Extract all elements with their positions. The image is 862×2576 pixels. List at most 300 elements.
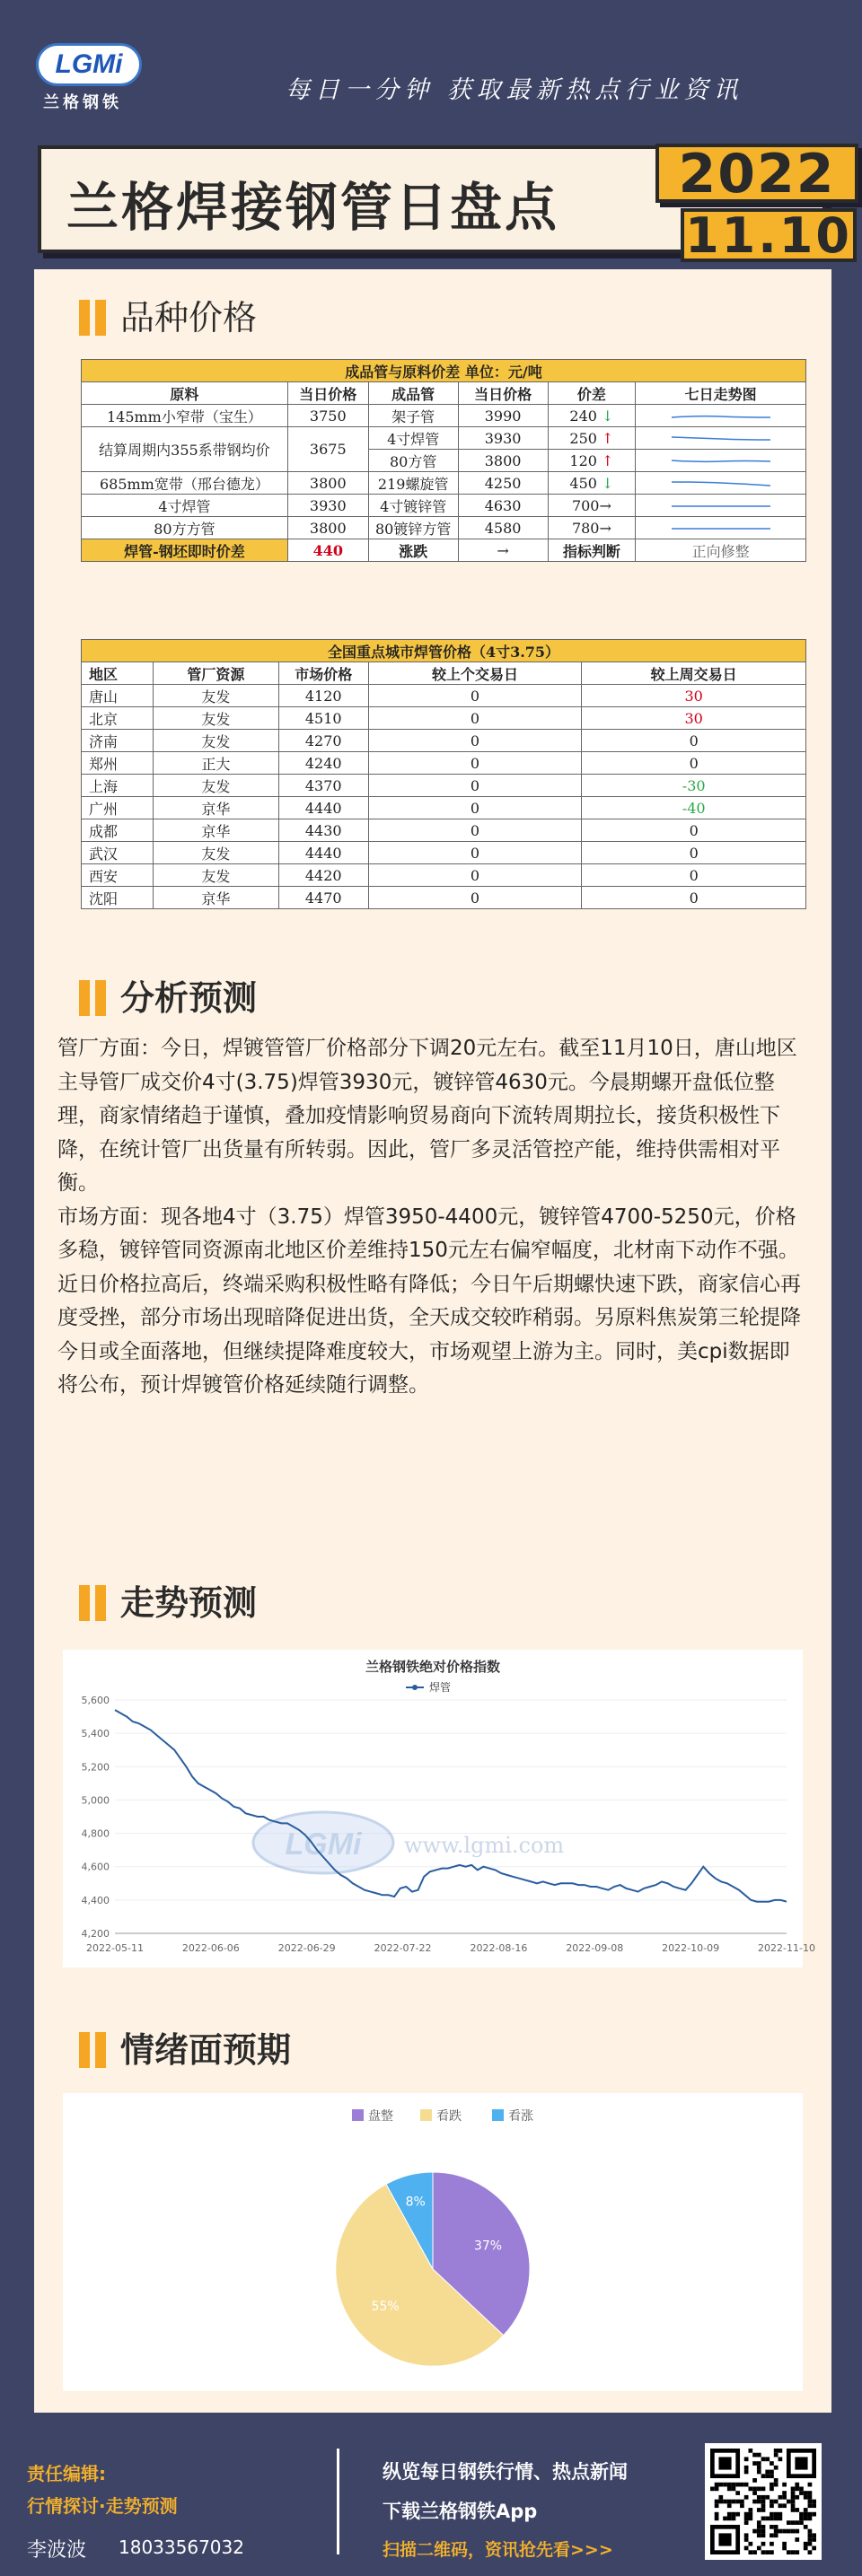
qr-module bbox=[757, 2466, 761, 2470]
col-header: 七日走势图 bbox=[636, 382, 806, 405]
change-value: → bbox=[458, 539, 548, 562]
qr-module bbox=[752, 2529, 757, 2534]
pie-label: 37% bbox=[473, 2239, 503, 2254]
spread-value: 700 bbox=[571, 496, 600, 514]
qr-module bbox=[732, 2517, 736, 2521]
qr-module bbox=[791, 2529, 796, 2534]
qr-module bbox=[808, 2550, 813, 2554]
editor-name: 李波波 bbox=[27, 2539, 87, 2562]
qr-module bbox=[812, 2503, 816, 2508]
qr-module bbox=[761, 2457, 766, 2461]
year-badge: 2022 bbox=[655, 144, 858, 203]
raw-price: 3750 bbox=[287, 405, 368, 427]
sparkline-cell bbox=[636, 450, 806, 472]
qr-module bbox=[761, 2525, 766, 2529]
mill-name: 京华 bbox=[153, 819, 278, 842]
qr-module bbox=[744, 2512, 749, 2517]
qr-module bbox=[782, 2546, 787, 2551]
qr-module bbox=[774, 2478, 778, 2483]
qr-module bbox=[770, 2474, 774, 2478]
qr-module bbox=[778, 2503, 783, 2508]
qr-module bbox=[723, 2500, 727, 2504]
col-header: 当日价格 bbox=[287, 382, 368, 405]
section-title: 分析预测 bbox=[120, 978, 258, 1018]
qr-module bbox=[791, 2550, 796, 2554]
table-row bbox=[82, 472, 806, 495]
market-price: 4240 bbox=[278, 752, 368, 775]
qr-module bbox=[804, 2491, 808, 2495]
city-price-table bbox=[81, 639, 806, 909]
qr-module bbox=[718, 2500, 723, 2504]
line-chart-svg bbox=[63, 1650, 815, 1967]
qr-module bbox=[799, 2486, 804, 2491]
qr-module bbox=[804, 2517, 808, 2521]
table-row bbox=[82, 427, 806, 450]
raw-price: 3800 bbox=[287, 472, 368, 495]
x-tick-label: 2022-10-09 bbox=[662, 1942, 720, 1954]
qr-module bbox=[770, 2500, 774, 2504]
qr-module bbox=[787, 2520, 791, 2525]
qr-module bbox=[761, 2533, 766, 2537]
indicator-value: 正向修整 bbox=[636, 539, 806, 562]
promo-line: 下载兰格钢铁App bbox=[383, 2501, 538, 2522]
legend-marker bbox=[412, 1685, 418, 1690]
market-price: 4430 bbox=[278, 819, 368, 842]
qr-module bbox=[774, 2483, 778, 2487]
promo-cta[interactable]: 扫描二维码，资讯抢先看>>> bbox=[383, 2540, 613, 2560]
qr-module bbox=[744, 2520, 749, 2525]
legend-swatch bbox=[492, 2109, 504, 2121]
table-row bbox=[82, 730, 806, 752]
change-vs-last-week: 0 bbox=[582, 887, 806, 909]
mill-name: 友发 bbox=[153, 730, 278, 752]
product-price: 3800 bbox=[458, 450, 548, 472]
spread-value: 240 bbox=[569, 407, 597, 425]
qr-module bbox=[761, 2474, 766, 2478]
qr-module bbox=[757, 2470, 761, 2475]
page-title: 兰格焊接钢管日盘点 bbox=[66, 177, 560, 238]
qr-module bbox=[765, 2474, 770, 2478]
market-price: 4510 bbox=[278, 707, 368, 730]
qr-finder bbox=[718, 2457, 731, 2469]
qr-module bbox=[765, 2517, 770, 2521]
pie-chart bbox=[63, 2093, 803, 2391]
qr-module bbox=[778, 2512, 783, 2517]
qr-module bbox=[774, 2500, 778, 2504]
qr-module bbox=[757, 2486, 761, 2491]
change-vs-last-week: 30 bbox=[582, 707, 806, 730]
qr-module bbox=[795, 2529, 799, 2534]
y-tick-label: 4,200 bbox=[81, 1928, 110, 1940]
mill-name: 京华 bbox=[153, 797, 278, 819]
raw-material: 685mm宽带（邢台德龙） bbox=[82, 472, 288, 495]
pie-label: 55% bbox=[371, 2300, 400, 2314]
legend-label: 盘整 bbox=[368, 2109, 393, 2124]
change-vs-last-week: -40 bbox=[582, 797, 806, 819]
qr-module bbox=[812, 2512, 816, 2517]
qr-module bbox=[744, 2457, 749, 2461]
change-vs-prev-day: 0 bbox=[368, 819, 582, 842]
qr-module bbox=[799, 2491, 804, 2495]
qr-module bbox=[778, 2495, 783, 2500]
qr-module bbox=[715, 2517, 719, 2521]
city-table-title: 全国重点城市焊管价格（4寸3.75） bbox=[82, 640, 806, 662]
mill-name: 友发 bbox=[153, 775, 278, 797]
qr-module bbox=[718, 2495, 723, 2500]
col-header: 较上个交易日 bbox=[368, 662, 582, 685]
divider bbox=[337, 2449, 339, 2554]
table-row bbox=[82, 405, 806, 427]
qr-module bbox=[761, 2486, 766, 2491]
qr-module bbox=[740, 2500, 744, 2504]
qr-module bbox=[757, 2525, 761, 2529]
series-line-焊管 bbox=[115, 1710, 787, 1902]
slogan: 每日一分钟 获取最新热点行业资讯 bbox=[286, 76, 743, 104]
qr-module bbox=[752, 2491, 757, 2495]
table-row bbox=[82, 775, 806, 797]
watermark-logo-text: LGMi bbox=[285, 1827, 362, 1862]
header bbox=[0, 0, 862, 135]
qr-module bbox=[799, 2520, 804, 2525]
instant-spread-label: 焊管-钢坯即时价差 bbox=[82, 539, 288, 562]
qr-module bbox=[795, 2550, 799, 2554]
qr-module bbox=[782, 2495, 787, 2500]
city-name: 济南 bbox=[82, 730, 154, 752]
qr-module bbox=[795, 2508, 799, 2512]
qr-module bbox=[761, 2542, 766, 2546]
qr-module bbox=[727, 2500, 732, 2504]
logo-cn-text: 兰格钢铁 bbox=[43, 93, 122, 112]
city-name: 上海 bbox=[82, 775, 154, 797]
qr-module bbox=[795, 2486, 799, 2491]
qr-module bbox=[727, 2486, 732, 2491]
qr-module bbox=[727, 2512, 732, 2517]
sparkline-cell bbox=[636, 495, 806, 517]
sparkline bbox=[672, 454, 770, 467]
x-tick-label: 2022-05-11 bbox=[86, 1942, 144, 1954]
qr-module bbox=[748, 2512, 752, 2517]
col-header: 市场价格 bbox=[278, 662, 368, 685]
editor-block bbox=[27, 2458, 178, 2522]
qr-module bbox=[774, 2449, 778, 2453]
city-table-body bbox=[82, 685, 806, 909]
qr-code-icon bbox=[710, 2449, 816, 2554]
qr-module bbox=[787, 2500, 791, 2504]
product: 219螺旋管 bbox=[368, 472, 458, 495]
market-price: 4120 bbox=[278, 685, 368, 707]
change-vs-prev-day: 0 bbox=[368, 730, 582, 752]
qr-module bbox=[732, 2512, 736, 2517]
heading-bar bbox=[95, 980, 106, 1016]
arrow-up-icon: ↑ bbox=[602, 451, 614, 469]
qr-module bbox=[765, 2457, 770, 2461]
qr-module bbox=[757, 2461, 761, 2466]
heading-bar bbox=[95, 1585, 106, 1621]
raw-price: 3800 bbox=[287, 517, 368, 539]
date-badge: 11.10 bbox=[681, 208, 857, 262]
qr-module bbox=[748, 2449, 752, 2453]
y-tick-label: 5,400 bbox=[81, 1728, 110, 1740]
qr-module bbox=[761, 2529, 766, 2534]
qr-module bbox=[723, 2483, 727, 2487]
market-price: 4420 bbox=[278, 864, 368, 887]
qr-module bbox=[804, 2546, 808, 2551]
legend-label: 看涨 bbox=[508, 2109, 533, 2124]
change-vs-last-week: 0 bbox=[582, 842, 806, 864]
qr-module bbox=[795, 2495, 799, 2500]
city-name: 武汉 bbox=[82, 842, 154, 864]
spread bbox=[548, 427, 636, 450]
qr-module bbox=[778, 2529, 783, 2534]
indicator-label: 指标判断 bbox=[548, 539, 636, 562]
raw-material: 4寸焊管 bbox=[82, 495, 288, 517]
qr-module bbox=[748, 2550, 752, 2554]
spread-value: 780 bbox=[571, 519, 600, 537]
change-vs-last-week: 0 bbox=[582, 730, 806, 752]
qr-module bbox=[791, 2503, 796, 2508]
qr-module bbox=[732, 2486, 736, 2491]
qr-module bbox=[715, 2483, 719, 2487]
arrow-right-icon: → bbox=[599, 519, 611, 537]
qr-module bbox=[744, 2495, 749, 2500]
qr-module bbox=[778, 2457, 783, 2461]
qr-module bbox=[791, 2486, 796, 2491]
qr-module bbox=[812, 2533, 816, 2537]
change-vs-prev-day: 0 bbox=[368, 887, 582, 909]
mill-name: 京华 bbox=[153, 887, 278, 909]
line-chart bbox=[63, 1650, 815, 1967]
qr-module bbox=[748, 2508, 752, 2512]
sparkline bbox=[672, 432, 770, 444]
qr-module bbox=[761, 2550, 766, 2554]
qr-module bbox=[812, 2546, 816, 2551]
qr-module bbox=[770, 2461, 774, 2466]
spread bbox=[548, 472, 636, 495]
title-banner bbox=[38, 143, 852, 264]
qr-module bbox=[748, 2517, 752, 2521]
qr-module bbox=[715, 2503, 719, 2508]
table-row bbox=[82, 685, 806, 707]
logo bbox=[36, 43, 142, 112]
heading-bar bbox=[79, 2032, 90, 2068]
qr-module bbox=[808, 2495, 813, 2500]
qr-module bbox=[804, 2542, 808, 2546]
qr-module bbox=[782, 2483, 787, 2487]
qr-module bbox=[782, 2503, 787, 2508]
col-header: 价差 bbox=[548, 382, 636, 405]
change-vs-prev-day: 0 bbox=[368, 707, 582, 730]
qr-module bbox=[740, 2483, 744, 2487]
qr-module bbox=[791, 2508, 796, 2512]
qr-module bbox=[761, 2517, 766, 2521]
qr-module bbox=[735, 2483, 740, 2487]
change-vs-last-week: 0 bbox=[582, 819, 806, 842]
legend-label: 看跌 bbox=[436, 2109, 462, 2124]
sparkline bbox=[672, 477, 770, 489]
mill-name: 友发 bbox=[153, 842, 278, 864]
qr-module bbox=[735, 2512, 740, 2517]
qr-module bbox=[808, 2483, 813, 2487]
qr-module bbox=[808, 2517, 813, 2521]
table-row bbox=[82, 819, 806, 842]
qr-module bbox=[748, 2542, 752, 2546]
spread-value: 250 bbox=[569, 429, 597, 447]
city-name: 郑州 bbox=[82, 752, 154, 775]
table-row bbox=[82, 539, 806, 562]
qr-module bbox=[808, 2503, 813, 2508]
mill-name: 友发 bbox=[153, 864, 278, 887]
qr-module bbox=[808, 2533, 813, 2537]
qr-module bbox=[752, 2550, 757, 2554]
qr-module bbox=[770, 2533, 774, 2537]
y-tick-label: 4,400 bbox=[81, 1894, 110, 1906]
table-row bbox=[82, 707, 806, 730]
legend-swatch bbox=[352, 2109, 364, 2121]
sparkline-cell bbox=[636, 472, 806, 495]
product: 80镀锌方管 bbox=[368, 517, 458, 539]
mill-name: 友发 bbox=[153, 707, 278, 730]
analysis-text bbox=[57, 1032, 810, 1403]
qr-module bbox=[752, 2478, 757, 2483]
qr-code[interactable] bbox=[705, 2443, 822, 2560]
change-vs-prev-day: 0 bbox=[368, 842, 582, 864]
qr-module bbox=[787, 2529, 791, 2534]
heading-bar bbox=[79, 1585, 90, 1621]
product-price: 3930 bbox=[458, 427, 548, 450]
pie-chart-svg bbox=[63, 2093, 803, 2391]
qr-module bbox=[727, 2483, 732, 2487]
city-name: 西安 bbox=[82, 864, 154, 887]
spread bbox=[548, 495, 636, 517]
qr-module bbox=[770, 2486, 774, 2491]
y-tick-label: 5,200 bbox=[81, 1761, 110, 1774]
y-tick-label: 4,600 bbox=[81, 1861, 110, 1873]
x-tick-label: 2022-09-08 bbox=[566, 1942, 624, 1954]
y-tick-label: 4,800 bbox=[81, 1827, 110, 1840]
editor-role: 行情探讨·走势预测 bbox=[27, 2495, 178, 2517]
footer bbox=[0, 2423, 862, 2576]
change-vs-last-week: 30 bbox=[582, 685, 806, 707]
arrow-down-icon: ↓ bbox=[602, 474, 614, 492]
arrow-right-icon: → bbox=[599, 496, 611, 514]
heading-bar bbox=[79, 980, 90, 1016]
qr-module bbox=[715, 2512, 719, 2517]
heading-bar bbox=[95, 300, 106, 336]
arrow-down-icon: ↓ bbox=[602, 407, 614, 425]
spread-table bbox=[81, 359, 806, 562]
qr-module bbox=[744, 2546, 749, 2551]
city-name: 沈阳 bbox=[82, 887, 154, 909]
qr-module bbox=[808, 2537, 813, 2542]
qr-module bbox=[735, 2500, 740, 2504]
qr-module bbox=[778, 2517, 783, 2521]
table-row bbox=[82, 752, 806, 775]
x-tick-label: 2022-06-29 bbox=[277, 1942, 336, 1954]
sparkline-cell bbox=[636, 517, 806, 539]
spread bbox=[548, 405, 636, 427]
qr-module bbox=[757, 2500, 761, 2504]
col-header: 地区 bbox=[82, 662, 154, 685]
table-row bbox=[82, 842, 806, 864]
product: 架子管 bbox=[368, 405, 458, 427]
col-header: 较上周交易日 bbox=[582, 662, 806, 685]
qr-module bbox=[761, 2500, 766, 2504]
qr-module bbox=[808, 2512, 813, 2517]
sparkline-cell bbox=[636, 427, 806, 450]
market-price: 4270 bbox=[278, 730, 368, 752]
analysis-paragraph: 管厂方面：今日，焊镀管管厂价格部分下调20元左右。截至11月10日，唐山地区主导管厂成交价4寸(3.75)焊管3930元，镀锌管4630元。今晨期螺开盘低位整理，商家情绪趋于谨慎，叠加疫情影响贸易商向下流转周期拉长，接货积极性下降，在统计管厂出货量有所转弱。因此，管厂多灵活管控产能，维持供需相对平衡。 bbox=[57, 1037, 797, 1195]
qr-module bbox=[740, 2503, 744, 2508]
market-price: 4370 bbox=[278, 775, 368, 797]
sparkline bbox=[672, 409, 770, 422]
qr-module bbox=[804, 2495, 808, 2500]
spread bbox=[548, 450, 636, 472]
sparkline-cell bbox=[636, 405, 806, 427]
qr-module bbox=[748, 2486, 752, 2491]
qr-module bbox=[744, 2483, 749, 2487]
arrow-up-icon: ↑ bbox=[602, 429, 614, 447]
x-tick-label: 2022-07-22 bbox=[374, 1942, 432, 1954]
qr-module bbox=[770, 2503, 774, 2508]
qr-module bbox=[791, 2491, 796, 2495]
qr-module bbox=[791, 2520, 796, 2525]
raw-price: 3930 bbox=[287, 495, 368, 517]
qr-module bbox=[727, 2517, 732, 2521]
product-price: 4580 bbox=[458, 517, 548, 539]
product-price: 3990 bbox=[458, 405, 548, 427]
qr-module bbox=[744, 2537, 749, 2542]
qr-module bbox=[757, 2533, 761, 2537]
spread-value: 450 bbox=[569, 474, 597, 492]
raw-material: 145mm小窄带（宝生） bbox=[82, 405, 288, 427]
editor-label: 责任编辑: bbox=[27, 2463, 106, 2484]
promo-line: 纵览每日钢铁行情、热点新闻 bbox=[383, 2461, 628, 2483]
qr-module bbox=[799, 2517, 804, 2521]
qr-module bbox=[757, 2495, 761, 2500]
product: 80方管 bbox=[368, 450, 458, 472]
qr-module bbox=[804, 2512, 808, 2517]
analysis-paragraph: 市场方面：现各地4寸（3.75）焊管3950-4400元，镀锌管4700-5250元，价格多稳，镀锌管同资源南北地区价差维持150元左右偏窄幅度，北材南下动作不强。近日价格拉高后，终端采购积极性略有降低；今日午后期螺快速下跌，商家信心再度受挫，部分市场出现暗降促进出货，全天成交较昨稍弱。另原料焦炭第三轮提降今日或全面落地，但继续提降难度较大，市场观望上游为主。同时，美cpi数据即将公布，预计焊镀管价格延续随行调整。 bbox=[57, 1205, 801, 1397]
qr-module bbox=[782, 2529, 787, 2534]
qr-module bbox=[744, 2470, 749, 2475]
qr-module bbox=[774, 2525, 778, 2529]
qr-module bbox=[757, 2529, 761, 2534]
change-vs-last-week: 0 bbox=[582, 864, 806, 887]
qr-module bbox=[757, 2453, 761, 2458]
main-panel bbox=[34, 269, 831, 2413]
qr-module bbox=[795, 2483, 799, 2487]
qr-module bbox=[774, 2529, 778, 2534]
qr-finder bbox=[718, 2533, 731, 2545]
qr-module bbox=[791, 2500, 796, 2504]
qr-module bbox=[752, 2453, 757, 2458]
qr-module bbox=[791, 2495, 796, 2500]
table-row bbox=[82, 517, 806, 539]
spread bbox=[548, 517, 636, 539]
raw-material: 结算周期内355系带钢均价 bbox=[82, 427, 288, 472]
market-price: 4470 bbox=[278, 887, 368, 909]
qr-module bbox=[761, 2495, 766, 2500]
change-vs-last-week: -30 bbox=[582, 775, 806, 797]
qr-module bbox=[757, 2546, 761, 2551]
sparkline bbox=[672, 499, 770, 512]
qr-module bbox=[770, 2517, 774, 2521]
product: 4寸焊管 bbox=[368, 427, 458, 450]
raw-price: 3675 bbox=[287, 427, 368, 472]
qr-module bbox=[761, 2503, 766, 2508]
qr-module bbox=[770, 2470, 774, 2475]
qr-module bbox=[744, 2533, 749, 2537]
